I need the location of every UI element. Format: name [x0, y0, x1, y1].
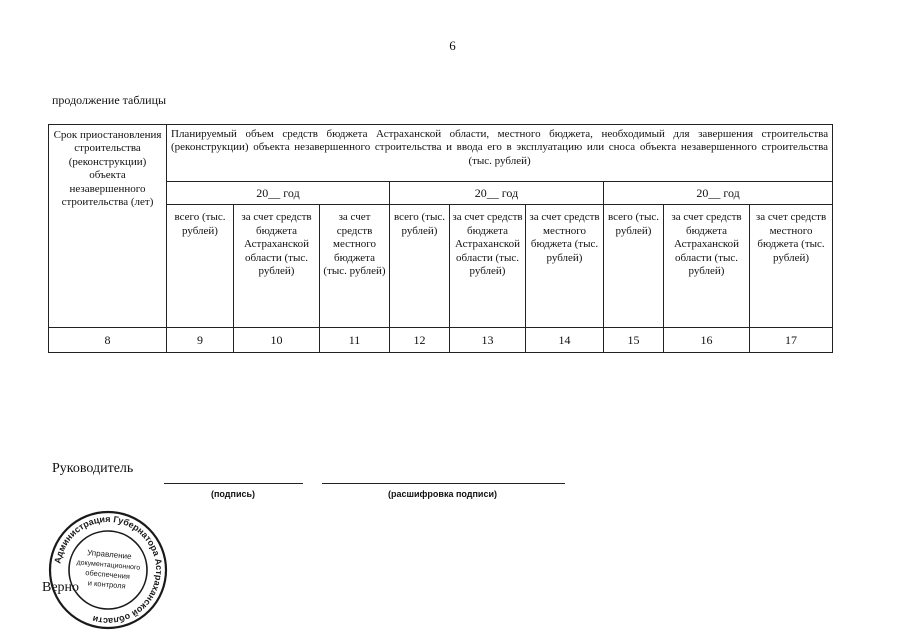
header-total: всего (тыс. рублей) — [390, 205, 450, 328]
column-number: 10 — [234, 328, 320, 353]
stamp-inner-line: обеспечения — [84, 568, 131, 581]
signature-line — [164, 483, 303, 484]
signature-decoding-line — [322, 483, 565, 484]
column-number: 14 — [526, 328, 604, 353]
stamp-inner-line: Управление — [86, 548, 132, 561]
column-number: 17 — [750, 328, 833, 353]
header-local-budget: за счет средств местного бюджета (тыс. рублей) — [320, 205, 390, 328]
signature-title: Руководитель — [52, 461, 134, 476]
continuation-label: продолжение таблицы — [52, 93, 167, 107]
column-number: 13 — [450, 328, 526, 353]
column-number: 9 — [167, 328, 234, 353]
header-suspension-term: Срок приостановления строительства (реконструкции) объекта незавершенного строительства (лет) — [49, 125, 167, 328]
column-number-row — [49, 328, 833, 353]
header-planned-budget: Планируемый объем средств бюджета Астраханской области, местного бюджета, необходимый для завершения строительства (реконструкции) объекта незавершенного строительства и ввода его в эксплуатацию или сноса объекта незавершенного строительства (тыс. рублей) — [167, 125, 833, 182]
column-number: 15 — [604, 328, 664, 353]
signature-decoding-caption: (расшифровка подписи) — [388, 489, 497, 499]
stamp-outer-text: Администрация Губернатора Астраханской области — [52, 513, 165, 627]
header-year-3: 20__ год — [604, 181, 833, 205]
column-number: 12 — [390, 328, 450, 353]
header-total: всего (тыс. рублей) — [167, 205, 234, 328]
column-number: 11 — [320, 328, 390, 353]
header-year-1: 20__ год — [167, 181, 390, 205]
header-total: всего (тыс. рублей) — [604, 205, 664, 328]
column-number: 16 — [664, 328, 750, 353]
header-regional-budget: за счет средств бюджета Астраханской области (тыс. рублей) — [234, 205, 320, 328]
header-local-budget: за счет средств местного бюджета (тыс. рублей) — [526, 205, 604, 328]
header-local-budget: за счет средств местного бюджета (тыс. рублей) — [750, 205, 833, 328]
column-number: 8 — [49, 328, 167, 353]
official-stamp — [48, 508, 168, 632]
header-year-2: 20__ год — [390, 181, 604, 205]
signature-caption: (подпись) — [211, 489, 256, 499]
certification-label: Верно — [42, 580, 80, 595]
header-regional-budget: за счет средств бюджета Астраханской области (тыс. рублей) — [664, 205, 750, 328]
header-regional-budget: за счет средств бюджета Астраханской области (тыс. рублей) — [450, 205, 526, 328]
stamp-inner-line: документационного — [76, 559, 141, 572]
page-number: 6 — [449, 38, 456, 53]
budget-table — [48, 124, 833, 353]
stamp-inner-line: и контроля — [87, 578, 127, 591]
